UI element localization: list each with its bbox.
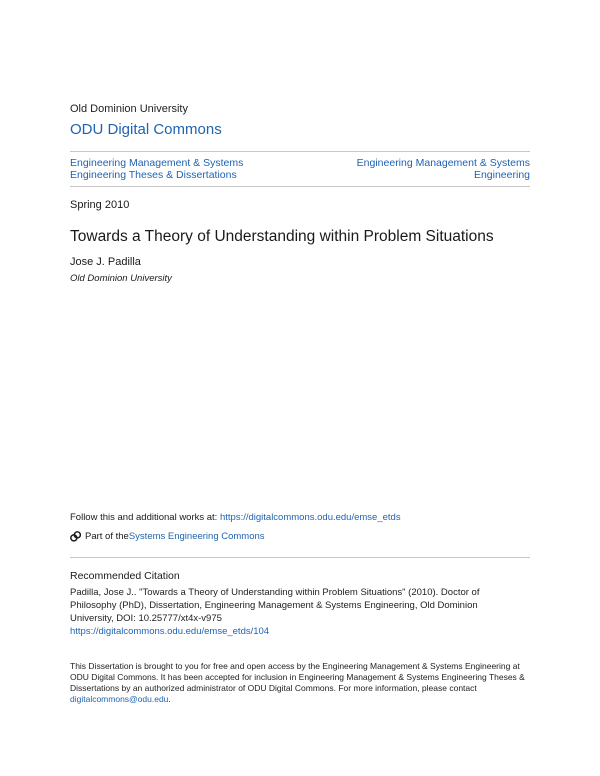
citation-block xyxy=(70,586,510,638)
follow-prefix: Follow this and additional works at: xyxy=(70,512,220,523)
access-notice-text: This Dissertation is brought to you for free and open access by the Engineering Management & Systems Engineering at ODU Digital Commons. It has been accepted for inclusion in Engineering Management & Systems Engineering Theses & Dissertations by an authorized administrator of ODU Digital Commons. For more information, please contact xyxy=(70,661,525,693)
divider-top xyxy=(70,151,530,152)
divider-lower xyxy=(70,557,530,558)
collection-link-emse-dept[interactable]: Engineering Management & Systems xyxy=(356,157,530,169)
document-title: Towards a Theory of Understanding within Problem Situations xyxy=(70,228,494,245)
collection-link-engineering[interactable]: Engineering xyxy=(473,169,530,181)
part-of-line xyxy=(70,531,265,542)
follow-url-link[interactable]: https://digitalcommons.odu.edu/emse_etds xyxy=(219,512,401,523)
access-notice-end: . xyxy=(168,694,171,704)
collection-link-emse[interactable]: Engineering Management & Systems xyxy=(70,157,244,169)
citation-url-link[interactable]: https://digitalcommons.odu.edu/emse_etds/104 xyxy=(70,626,270,637)
access-notice xyxy=(70,661,530,705)
author-name: Jose J. Padilla xyxy=(70,256,141,268)
follow-line xyxy=(70,512,401,523)
cover-page xyxy=(70,0,530,776)
author-affiliation: Old Dominion University xyxy=(70,273,172,284)
collection-links-left xyxy=(70,157,243,181)
repository-link[interactable]: ODU Digital Commons xyxy=(70,121,222,138)
part-of-prefix: Part of the xyxy=(85,531,129,542)
collection-link-theses[interactable]: Engineering Theses & Dissertations xyxy=(70,169,237,181)
divider-middle xyxy=(70,186,530,187)
collection-links-right xyxy=(357,157,530,181)
citation-heading: Recommended Citation xyxy=(70,570,180,582)
citation-text: Padilla, Jose J.. "Towards a Theory of Understanding within Problem Situations" (2010). Doctor of Philosophy (PhD), Dissertation, Engineering Management & Systems Engineering, Old Dominion University, DOI: 10.25777/xt4x-v975 xyxy=(70,587,480,624)
contact-email-link[interactable]: digitalcommons@odu.edu xyxy=(70,694,169,704)
publication-date: Spring 2010 xyxy=(70,199,130,211)
institution-name: Old Dominion University xyxy=(70,103,188,115)
open-access-icon xyxy=(70,531,81,542)
systems-engineering-commons-link[interactable]: Systems Engineering Commons xyxy=(128,531,265,542)
